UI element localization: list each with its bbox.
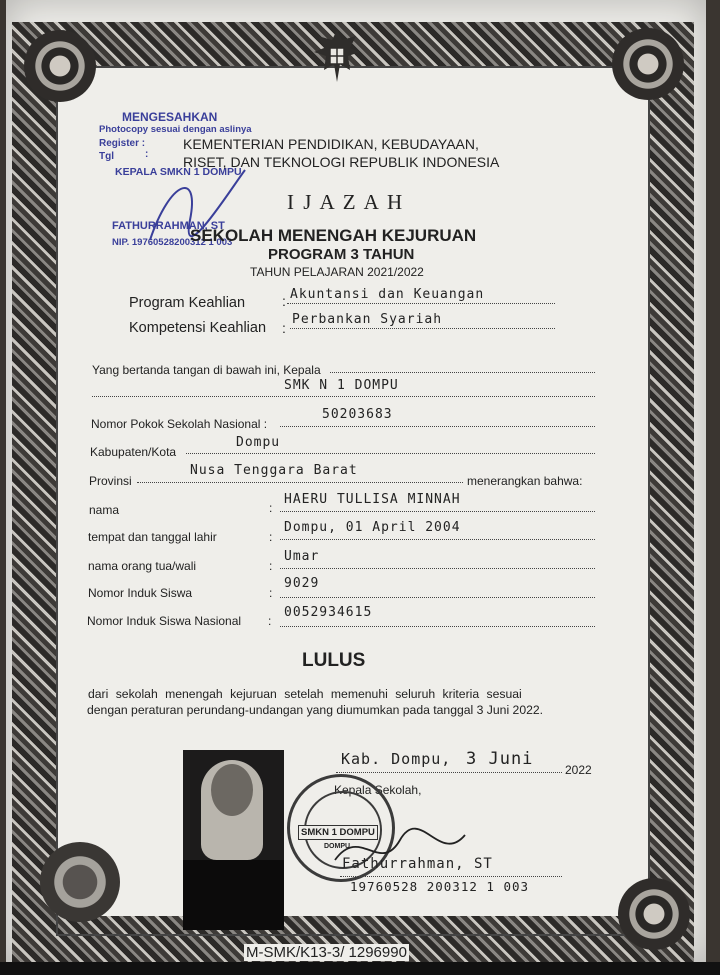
- field-dotline-nisn: [280, 626, 595, 627]
- stamp-name: FATHURRAHMAN, ST: [112, 220, 225, 232]
- school-name-value: SMK N 1 DOMPU: [284, 378, 399, 393]
- kab-value: Dompu: [236, 435, 281, 450]
- field-dotline-nama: [280, 511, 595, 512]
- npsn-value: 50203683: [322, 407, 393, 422]
- student-photo: [183, 750, 284, 930]
- field-colon-nisn: :: [268, 614, 272, 628]
- ministry-line1: KEMENTERIAN PENDIDIKAN, KEBUDAYAAN,: [183, 136, 479, 152]
- prov-label: Provinsi: [89, 474, 132, 488]
- keahlian-colon: :: [282, 293, 286, 309]
- kompetensi-colon: :: [282, 320, 286, 336]
- stamp-school-sub: DOMPU: [324, 843, 351, 850]
- principal-name-dotline: [340, 876, 562, 877]
- npsn-dotline: [280, 426, 595, 427]
- kepala-dotline: [330, 372, 595, 373]
- result-line1: dari sekolah menengah kejuruan setelah memenuhi seluruh kriteria sesuai: [88, 687, 522, 701]
- corner-ornament-bottom-right: [618, 878, 690, 950]
- stamp-register-label: Register :: [99, 138, 146, 149]
- field-colon-ttl: :: [269, 530, 273, 544]
- field-dotline-nis: [280, 597, 595, 598]
- corner-ornament-top-left: [24, 30, 96, 102]
- stamp-title: MENGESAHKAN: [122, 110, 218, 124]
- stamp-tgl-colon: :: [145, 149, 149, 160]
- stamp-nip: NIP. 19760528200312 1 003: [112, 237, 233, 248]
- principal-name: Fathurrahman, ST: [342, 856, 493, 872]
- field-dotline-ortu: [280, 568, 595, 569]
- field-colon-nama: :: [269, 501, 273, 515]
- school-name-dotline: [92, 396, 595, 397]
- academic-year: TAHUN PELAJARAN 2021/2022: [250, 265, 424, 279]
- field-dotline-ttl: [280, 539, 595, 540]
- keahlian-label: Program Keahlian: [129, 295, 246, 311]
- kompetensi-dotline: [290, 328, 555, 329]
- kompetensi-value: Perbankan Syariah: [292, 312, 443, 327]
- field-value-ortu: Umar: [284, 549, 320, 564]
- signature-role: Kepala Sekolah,: [334, 783, 422, 797]
- menerangkan-text: menerangkan bahwa:: [467, 474, 583, 488]
- signature-date-dotline: [336, 772, 562, 773]
- signature-day-month: 3 Juni: [466, 749, 534, 769]
- keahlian-value: Akuntansi dan Keuangan: [290, 287, 485, 302]
- ministry-line2: RISET, DAN TEKNOLOGI REPUBLIK INDONESIA: [183, 154, 500, 170]
- stamp-tgl-label: Tgl: [99, 151, 114, 162]
- field-label-ttl: tempat dan tanggal lahir: [88, 530, 217, 544]
- field-label-ortu: nama orang tua/wali: [88, 559, 197, 573]
- kab-dotline: [186, 453, 595, 454]
- field-colon-nis: :: [269, 586, 273, 600]
- npsn-label: Nomor Pokok Sekolah Nasional :: [91, 417, 268, 431]
- signature-year: 2022: [565, 763, 592, 777]
- school-type: SEKOLAH MENENGAH KEJURUAN: [190, 226, 477, 245]
- field-label-nis: Nomor Induk Siswa: [88, 586, 193, 600]
- garuda-emblem-icon: [312, 26, 362, 86]
- field-label-nama: nama: [89, 503, 120, 517]
- field-colon-ortu: :: [269, 559, 273, 573]
- graduation-status: LULUS: [302, 650, 366, 671]
- kab-label: Kabupaten/Kota: [90, 445, 177, 459]
- prov-dotline: [137, 482, 463, 483]
- field-value-nis: 9029: [284, 576, 320, 591]
- stamp-line1: Photocopy sesuai dengan aslinya: [99, 124, 252, 135]
- principal-nip: 19760528 200312 1 003: [350, 879, 530, 894]
- education-logo-icon: [40, 842, 120, 922]
- field-value-nisn: 0052934615: [284, 605, 373, 620]
- program-duration: PROGRAM 3 TAHUN: [268, 246, 415, 263]
- kompetensi-label: Kompetensi Keahlian: [129, 320, 267, 336]
- stamp-head: KEPALA SMKN 1 DOMPU: [115, 166, 242, 178]
- field-value-ttl: Dompu, 01 April 2004: [284, 520, 461, 535]
- field-value-nama: HAERU TULLISA MINNAH: [284, 492, 461, 507]
- prov-value: Nusa Tenggara Barat: [190, 463, 358, 478]
- field-label-nisn: Nomor Induk Siswa Nasional: [87, 614, 242, 628]
- corner-ornament-top-right: [612, 28, 684, 100]
- result-line2: dengan peraturan perundang-undangan yang diumumkan pada tanggal 3 Juni 2022.: [87, 703, 544, 717]
- doc-title: I J A Z A H: [287, 190, 405, 214]
- signature-place: Kab. Dompu,: [341, 750, 452, 768]
- bottom-edge: [0, 962, 720, 975]
- stamp-school-text: SMKN 1 DOMPU: [298, 825, 378, 840]
- serial-number: M-SMK/K13-3/ 1296990: [246, 944, 407, 961]
- keahlian-dotline: [287, 303, 555, 304]
- kepala-text: Yang bertanda tangan di bawah ini, Kepala: [92, 363, 321, 377]
